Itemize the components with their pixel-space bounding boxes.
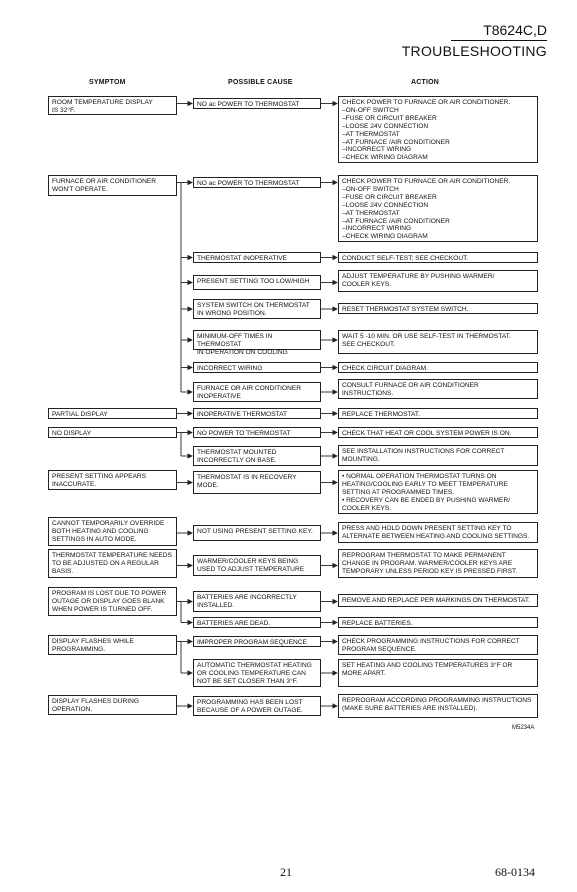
cause-box: BATTERIES ARE INCORRECTLY INSTALLED. — [193, 591, 321, 612]
action-box: CHECK CIRCUIT DIAGRAM. — [338, 362, 538, 373]
action-box: REPROGRAM THERMOSTAT TO MAKE PERMANENT CHANGE IN PROGRAM. WARMER/COOLER KEYS ARE TEMPORARY UNLESS PERIOD KEY IS PRESSED FIRST. — [338, 549, 538, 578]
action-box: SET HEATING AND COOLING TEMPERATURES 3°F OR MORE APART. — [338, 659, 538, 687]
symptom-box: NO DISPLAY — [48, 427, 177, 438]
action-box: PRESS AND HOLD DOWN PRESENT SETTING KEY TO ALTERNATE BETWEEN HEATING AND COOLING SETTINGS. — [338, 522, 538, 543]
cause-box: AUTOMATIC THERMOSTAT HEATING OR COOLING TEMPERATURE CAN NOT BE SET CLOSER THAN 3°F. — [193, 659, 321, 687]
cause-box: MINIMUM-OFF TIMES IN THERMOSTAT IN OPERATION ON COOLING — [193, 330, 321, 350]
cause-box: THERMOSTAT IS IN RECOVERY MODE. — [193, 471, 321, 494]
action-box: WAIT 5 -10 MIN. OR USE SELF-TEST IN THERMOSTAT. SEE CHECKOUT. — [338, 330, 538, 354]
cause-box: INCORRECT WIRING — [193, 362, 321, 373]
cause-box: THERMOSTAT MOUNTED INCORRECTLY ON BASE. — [193, 446, 321, 466]
cause-box: THERMOSTAT INOPERATIVE — [193, 252, 321, 263]
action-box: RESET THERMOSTAT SYSTEM SWITCH. — [338, 303, 538, 314]
cause-box: NO ac POWER TO THERMOSTAT — [193, 98, 321, 109]
symptom-box: DISPLAY FLASHES WHILE PROGRAMMING. — [48, 635, 177, 655]
column-header-action: ACTION — [411, 79, 440, 86]
action-box: CHECK THAT HEAT OR COOL SYSTEM POWER IS ON. — [338, 427, 538, 438]
cause-box: WARMER/COOLER KEYS BEING USED TO ADJUST TEMPERATURE — [193, 555, 321, 576]
symptom-box: THERMOSTAT TEMPERATURE NEEDS TO BE ADJUSTED ON A REGULAR BASIS. — [48, 549, 177, 578]
page-number: 21 — [280, 865, 292, 879]
action-box: • NORMAL OPERATION THERMOSTAT TURNS ON HEATING/COOLING EARLY TO MEET TEMPERATURE SETTING AT PROGRAMMED TIMES. • RECOVERY CAN BE ENDED BY PUSHING WARMER/ COOLER KEYS. — [338, 470, 538, 514]
action-box: ADJUST TEMPERATURE BY PUSHING WARMER/ COOLER KEYS. — [338, 270, 538, 292]
symptom-box: DISPLAY FLASHES DURING OPERATION. — [48, 695, 177, 715]
symptom-box: PROGRAM IS LOST DUE TO POWER OUTAGE OR DISPLAY GOES BLANK WHEN POWER IS TURNED OFF. — [48, 587, 177, 616]
model-number: T8624C,D — [483, 22, 547, 38]
column-header-cause: POSSIBLE CAUSE — [228, 79, 293, 86]
cause-box: PRESENT SETTING TOO LOW/HIGH — [193, 275, 321, 290]
action-box: REPLACE BATTERIES. — [338, 617, 538, 628]
action-box: SEE INSTALLATION INSTRUCTIONS FOR CORRECT MOUNTING. — [338, 445, 538, 466]
action-box: REMOVE AND REPLACE PER MARKINGS ON THERMOSTAT. — [338, 594, 538, 607]
cause-box: NO ac POWER TO THERMOSTAT — [193, 177, 321, 188]
cause-box: FURNACE OR AIR CONDITIONER INOPERATIVE — [193, 382, 321, 402]
column-header-symptom: SYMPTOM — [89, 79, 126, 86]
action-box: CHECK POWER TO FURNACE OR AIR CONDITIONER. –ON-OFF SWITCH –FUSE OR CIRCUIT BREAKER –LOOSE 24V CONNECTION –AT THERMOSTAT –AT FURNACE /AIR CONDITIONER –INCORRECT WIRING –CHECK WIRING DIAGRAM — [338, 96, 538, 163]
cause-box: SYSTEM SWITCH ON THERMOSTAT IN WRONG POSITION. — [193, 299, 321, 319]
symptom-box: PARTIAL DISPLAY — [48, 408, 177, 419]
action-box: REPROGRAM ACCORDING PROGRAMMING INSTRUCTIONS (MAKE SURE BATTERIES ARE INSTALLED). — [338, 694, 538, 718]
symptom-box: PRESENT SETTING APPEARS INACCURATE. — [48, 470, 177, 490]
cause-box: NOT USING PRESENT SETTING KEY. — [193, 525, 321, 541]
symptom-box: ROOM TEMPERATURE DISPLAY IS 32°F. — [48, 96, 177, 115]
cause-box: NO POWER TO THERMOSTAT — [193, 427, 321, 438]
page-title: TROUBLESHOOTING — [401, 43, 547, 59]
document-number: 68-0134 — [495, 865, 535, 879]
cause-box: BATTERIES ARE DEAD. — [193, 617, 321, 628]
cause-box: INOPERATIVE THERMOSTAT — [193, 408, 321, 419]
action-box: CONDUCT SELF-TEST; SEE CHECKOUT. — [338, 252, 538, 263]
action-box: REPLACE THERMOSTAT. — [338, 408, 538, 419]
action-box: CHECK POWER TO FURNACE OR AIR CONDITIONER. –ON-OFF SWITCH –FUSE OR CIRCUIT BREAKER –LOOSE 24V CONNECTION –AT THERMOSTAT –AT FURNACE /AIR CONDITIONER –INCORRECT WIRING –CHECK WIRING DIAGRAM — [338, 175, 538, 242]
cause-box: IMPROPER PROGRAM SEQUENCE — [193, 636, 321, 647]
cause-box: PROGRAMMING HAS BEEN LOST BECAUSE OF A POWER OUTAGE. — [193, 696, 321, 716]
action-box: CHECK PROGRAMMING INSTRUCTIONS FOR CORRECT PROGRAM SEQUENCE. — [338, 635, 538, 655]
figure-reference: M5234A — [512, 725, 535, 731]
symptom-box: FURNACE OR AIR CONDITIONER WON'T OPERATE. — [48, 175, 177, 196]
action-box: CONSULT FURNACE OR AIR CONDITIONER INSTRUCTIONS. — [338, 379, 538, 399]
symptom-box: CANNOT TEMPORARILY OVERRIDE BOTH HEATING AND COOLING SETTINGS IN AUTO MODE. — [48, 517, 177, 546]
